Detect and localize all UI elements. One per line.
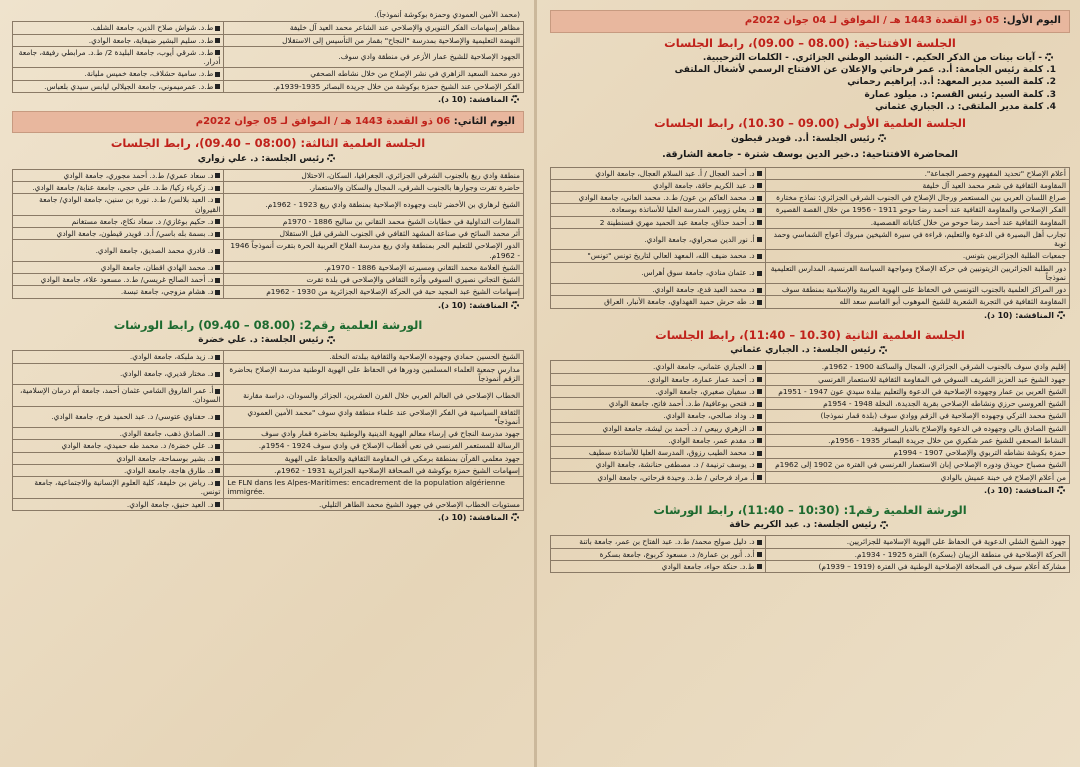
speaker-cell: أ. نور الدين صحراوي، جامعة الوادي. (551, 228, 766, 250)
table-row (13, 286, 524, 298)
speaker-cell: د. سعاد عمري/ ط.د. أحمد مجوري، جامعة الوادي (13, 169, 224, 181)
speaker-cell: أ. عمر الفاروق الشامي عثمان أحمد، جامعة أم درمان الإسلامية، السودان. (13, 385, 224, 407)
table-row (551, 361, 1070, 373)
speaker-cell: د. محمد ضيف الله، المعهد العالي لتاريخ تونس "تونس" (551, 250, 766, 262)
topic-cell: من أعلام الإصلاح في خبنة عميش بالوادي (765, 471, 1069, 483)
speaker-cell: د. الصادق ذهب، جامعة الوادي. (13, 428, 224, 440)
table-row (551, 447, 1070, 459)
speaker-cell: د. العيد حنيق، جامعة الوادي. (13, 498, 224, 510)
bullet-square-icon (215, 232, 220, 237)
day2-column (12, 10, 524, 759)
session3-discussion: المناقشة: (10 د). (12, 299, 524, 315)
session1-discussion: المناقشة: (10 د). (550, 309, 1070, 325)
speaker-cell: د. يوسف ترنيمة / د. مصطفى حنانشة، جامعة الوادي (551, 459, 766, 471)
table-row (13, 363, 524, 385)
speaker-cell: د. مقدم عمر، جامعة الوادي. (551, 434, 766, 446)
bullet-square-icon (215, 265, 220, 270)
bullet-square-icon (215, 432, 220, 437)
bullet-square-icon (215, 50, 220, 55)
bullet-square-icon (215, 84, 220, 89)
gear-icon (327, 336, 335, 344)
bullet-square-icon (757, 208, 762, 213)
table-row (551, 385, 1070, 397)
table-row (551, 560, 1070, 572)
gear-icon (511, 513, 519, 521)
workshop1-table (550, 535, 1070, 573)
session2-table (550, 360, 1070, 484)
table-row (13, 194, 524, 216)
topic-cell: النهضة التعليمية والإصلاحية بمدرسة "النجاح" بقمار من التأسيس إلى الاستقلال (224, 34, 524, 46)
table-row (13, 228, 524, 240)
bullet-square-icon (757, 377, 762, 382)
table-row (551, 548, 1070, 560)
opening-item: 3. كلمة السيد رئيس القسم: د. ميلود عمارة (864, 89, 1056, 100)
topic-cell: الشيخ التجاني نصيري السوفي وأثره الثقافي والإصلاحي في بلدة تقرت (224, 274, 524, 286)
opening-program (550, 53, 1070, 113)
bullet-square-icon (215, 249, 220, 254)
workshop2-title[interactable]: الورشة العلمية رقم2: (08.00 – 09.40) رابط الورشات (113, 317, 423, 332)
topic-cell: إسهامات الشيخ عبد المجيد حبة في الحركة الإصلاحية الجزائرية من 1930 - 1962م (224, 286, 524, 298)
topic-cell: المقارات التداولية في خطابات الشيخ محمد التقاني بن ساليح 1886 - 1970م (224, 215, 524, 227)
gear-icon (878, 134, 886, 142)
gear-icon (327, 154, 335, 162)
gear-icon (1057, 311, 1065, 319)
table-row (551, 398, 1070, 410)
gear-icon (879, 346, 887, 354)
bullet-square-icon (757, 438, 762, 443)
table-row (551, 204, 1070, 216)
table-row (13, 34, 524, 46)
speaker-cell: د. العيد بلالس/ ط.د. نورة بن سنين، جامعة الوادي/ جامعة القيروان (13, 194, 224, 216)
topic-cell: صراع اللسان العربي بين المستعمر ورجال الإصلاح في الجنوب الشرقي الجزائري: نماذج مختارة (765, 192, 1069, 204)
topic-cell: إسهامات الشيخ حمزة بوكوشة في الصحافة الإصلاحية الجزائرية 1931 - 1962م. (224, 464, 524, 476)
session1-title[interactable]: الجلسة العلمية الأولى (09.00 – 10.30)، رابط الجلسات (654, 116, 966, 131)
session1-chair: رئيس الجلسة: أ.د. قويدر قيطون (550, 134, 1070, 145)
table-row (13, 477, 524, 499)
speaker-cell: ط.د. شواش صلاح الدين، جامعة الشلف. (13, 22, 224, 34)
bullet-square-icon (215, 468, 220, 473)
topic-cell: الثقافة السياسية في الفكر الإصلاحي عند علماء منطقة وادي سوف "محمد الأمين العمودي أنموذجاً" (224, 406, 524, 428)
topic-cell: مظاهر إسهامات الفكر التنويري والإصلاحي عند الشاعر محمد العيد آل خليفة (224, 22, 524, 34)
speaker-cell: د. أحمد حذاق، جامعة عبد الحميد مهري قسنطينة 2 (551, 216, 766, 228)
gear-icon (511, 301, 519, 309)
day1-header-date: 05 ذو القعدة 1443 هـ / الموافق لـ 04 جوان 2022م (744, 15, 1000, 26)
session2-discussion: المناقشة: (10 د). (550, 484, 1070, 500)
table-row (13, 68, 524, 80)
bullet-square-icon (757, 254, 762, 259)
topic-cell: حاضرة تقرت وجوارها بالجنوب الشرقي، المجال والسكان والاستعمار. (224, 182, 524, 194)
topic-cell: النشاط الصحفي للشيخ عمر شكيري من خلال جريدة البصائر 1935 - 1956م. (765, 434, 1069, 446)
bullet-square-icon (757, 475, 762, 480)
speaker-cell: د. سفيان صغيري، جامعة الوادي. (551, 385, 766, 397)
bullet-square-icon (215, 481, 220, 486)
table-row (13, 22, 524, 34)
topic-cell: المقاومة الثقافية في شعر محمد العيد آل خليفة (765, 179, 1069, 191)
gear-icon (511, 95, 519, 103)
bullet-square-icon (215, 278, 220, 283)
table-row (13, 80, 524, 92)
speaker-cell: د. طه حرش حميد الفهداوي، جامعة الأنبار، العراق (551, 296, 766, 308)
bullet-square-icon (757, 237, 762, 242)
speaker-cell: د. أحمد الصالح غريسي/ ط.د. مسعود علاء، جامعة الوادي (13, 274, 224, 286)
topic-cell: الشيخ مصباح حويذق ودوره الإصلاحي إبان الاستعمار الفرنسي في الفترة من 1902 إلى 1962م (765, 459, 1069, 471)
table-row (13, 351, 524, 363)
workshop1-discussion: المناقشة: (10 د). (12, 93, 524, 109)
workshop2-table (12, 350, 524, 511)
opening-session-title[interactable]: الجلسة الافتتاحية: (08.00 – 09.00)، رابط الجلسات (664, 35, 956, 50)
topic-cell: الشيخ محمد التركي وجهوده الإصلاحية في الزقم ووادي سوف (بلدة قمار نموذجا) (765, 410, 1069, 422)
table-row (13, 215, 524, 227)
table-row (551, 228, 1070, 250)
day2-header-date: 06 ذو القعدة 1443 هـ / الموافق لـ 05 جوان 2022م (195, 115, 451, 127)
topic-cell: جهود مدرسة النجاح في إرساء معالم الهوية الدينية والوطنية بحاضرة قمار وادي سوف (224, 428, 524, 440)
topic-cell: المقاومة الثقافية عند أحمد رضا حوحو من خلال كتاباته القصصية. (765, 216, 1069, 228)
opening-program-text: - آيات بينات من الذكر الحكيم. - النشيد الوطني الجزائري. - الكلمات الترحيبية. (702, 52, 1042, 63)
bullet-square-icon (757, 451, 762, 456)
speaker-cell: د. محمد الهادي اقطان، جامعة الوادي (13, 261, 224, 273)
table-row (13, 274, 524, 286)
bullet-square-icon (215, 173, 220, 178)
speaker-cell: د. محمد الطيب رزوق، المدرسة العليا للأساتذة سطيف (551, 447, 766, 459)
topic-cell: المقاومة الثقافية في التجربة الشعرية للشيخ الموهوب أبو القاسم سعد الله (765, 296, 1069, 308)
speaker-cell: د. أحمد عمار عمارة، جامعة الوادي. (551, 373, 766, 385)
table-row (551, 179, 1070, 191)
speaker-cell: د. محمد العيد قدع، جامعة الوادي. (551, 284, 766, 296)
speaker-cell: د. هشام مزوجي، جامعة تبسة. (13, 286, 224, 298)
speaker-cell: ط.د. حنكة حواء، جامعة الوادي (551, 560, 766, 572)
opening-item: 1. كلمة رئيس الجامعة: أ.د. عمر فرحاتي والإعلان عن الافتتاح الرسمي لأشغال الملتقى (674, 65, 1056, 76)
table-row (13, 464, 524, 476)
workshop1-continued-table (12, 21, 524, 93)
speaker-cell: د. أحمد العجال / أ. عبد السلام العجال، جامعة الوادي (551, 167, 766, 179)
topic-cell: إقليم وادي سوف بالجنوب الشرقي الجزائري، المجال والساكنة 1900 - 1962م. (765, 361, 1069, 373)
topic-cell: الفكر الإصلاحي والمقاومة الثقافية عند أحمد رضا حوحو 1911 - 1956 من خلال القصة القصيرة (765, 204, 1069, 216)
workshop2-chair: رئيس الجلسة: د. علي خضرة (12, 335, 524, 346)
day1-header-label: اليوم الأول: (1002, 15, 1061, 26)
speaker-cell: ط.د. شرقي أيوب، جامعة البليدة 2/ ط.د. مرابطي رفيقة، جامعة أدرار. (13, 46, 224, 68)
speaker-cell: د. عثمان منادي، جامعة سوق أهراس. (551, 262, 766, 284)
topic-cell: الشيخ العلامة محمد التقاني ومسيرته الإصلاحية 1886 - 1970م. (224, 261, 524, 273)
bullet-square-icon (215, 415, 220, 420)
day2-header (12, 111, 524, 134)
topic-cell: الحركة الإصلاحية في منطقة الزيبان (بسكرة) الفترة 1925 - 1934م. (765, 548, 1069, 560)
bullet-square-icon (215, 502, 220, 507)
table-row (551, 373, 1070, 385)
day1-column (550, 10, 1070, 759)
topic-cell: الشيخ العربي بن عمار وجهوده الإصلاحية في الدعوة والتعليم ببلدة سيدي عون 1947 - 1951م (765, 385, 1069, 397)
speaker-cell: د. قادري محمد الصديق، جامعة الوادي. (13, 240, 224, 262)
table-row (551, 250, 1070, 262)
topic-cell: أعلام الإصلاح "تحديد المفهوم وحصر الجماعة". (765, 167, 1069, 179)
speaker-cell: د. رياض بن خليفة، كلية العلوم الإنسانية والاجتماعية، جامعة تونس. (13, 477, 224, 499)
bullet-square-icon (215, 456, 220, 461)
day1-header (550, 10, 1070, 33)
table-row (13, 498, 524, 510)
bullet-square-icon (757, 540, 762, 545)
gear-icon (880, 521, 888, 529)
bullet-square-icon (757, 300, 762, 305)
topic-cell: الجهود الإصلاحية للشيخ عمار الأزعر في منطقة وادي سوف. (224, 46, 524, 68)
bullet-square-icon (215, 198, 220, 203)
bullet-square-icon (757, 288, 762, 293)
speaker-cell: د. زيد ملبكة، جامعة الوادي. (13, 351, 224, 363)
topic-cell: مشاركة أعلام سوف في الصحافة الإصلاحية الوطنية في الفترة (1919 – 1939م) (765, 560, 1069, 572)
speaker-cell: ط.د. سليم البشير ضيفاية، جامعة الوادي. (13, 34, 224, 46)
topic-cell: الدور الإصلاحي للتعليم الحر بمنطقة وادي ريغ مدرسة الفلاح العربية الحرة بتقرت أنموذجاً 1946 - 1962م. (224, 240, 524, 262)
speaker-cell: د. حكيم بوغازي/ د. سعاد نكاع، جامعة مستغانم (13, 215, 224, 227)
speaker-cell: د. علي خضرة/ د. محمد طه حميدي، جامعة الوادي (13, 440, 224, 452)
topic-cell: دور المراكز العلمية بالجنوب التونسي في الحفاظ على الهوية العربية والإسلامية بمنطقة سوف (765, 284, 1069, 296)
session2-title[interactable]: الجلسة العلمية الثانية (10.30 – 11:40)، رابط الجلسات (655, 327, 965, 342)
topic-cell: الشيخ العروسي حرزي ونشاطه الإصلاحي بقرية الجديدة، النخلة 1948 - 1954م (765, 398, 1069, 410)
topic-cell: الشيخ الصادق بالي وجهوده في الدعوة والإصلاح بالديار السوفية. (765, 422, 1069, 434)
topic-cell: جمعيات الطلبة الجزائريين بتونس. (765, 250, 1069, 262)
table-row (551, 471, 1070, 483)
speaker-cell: د. بسمة بله باسي/ أ.د. قويدر قيطون، جامعة الوادي (13, 228, 224, 240)
page-fold (534, 0, 537, 767)
speaker-cell: د. الجباري عثماني، جامعة الوادي. (551, 361, 766, 373)
table-row (551, 167, 1070, 179)
table-row (13, 428, 524, 440)
speaker-cell: د. وداد صالحي، جامعة الوادي. (551, 410, 766, 422)
topic-cell: جهود معلمي القرآن بمنطقة برمكي في المقاومة الثقافية والحفاظ على الهوية (224, 452, 524, 464)
table-row (551, 422, 1070, 434)
topic-cell: مستويات الخطاب الإصلاحي في جهود الشيخ محمد الطاهر التليلي. (224, 498, 524, 510)
topic-cell: الشيخ الحسين حمادي وجهوده الإصلاحية والثقافية ببلدته النخلة. (224, 351, 524, 363)
workshop2-discussion: المناقشة: (10 د). (12, 511, 524, 527)
table-row (551, 536, 1070, 548)
topic-cell: Le FLN dans les Alpes-Maritimes: encadrement de la population algérienne immigrée. (224, 477, 524, 499)
workshop1-chair: رئيس الجلسة: د. عبد الكريم حاقة (550, 520, 1070, 531)
topic-cell: الشيخ لرهاري بن الأخضر ثابت وجهوده الإصلاحية بمنطقة وادي ريغ 1923 - 1962م. (224, 194, 524, 216)
table-row (13, 169, 524, 181)
bullet-square-icon (757, 463, 762, 468)
speaker-cell: أ. مراد فرحاتي / ط.د. وحيدة فرحاتي، جامعة الوادي (551, 471, 766, 483)
topic-cell: جهود الشيخ عبد العزيز الشريف السوفي في المقاومة الثقافية للاستعمار الفرنسي (765, 373, 1069, 385)
opening-item: 2. كلمة السيد مدير المعهد: أ.د. إبراهيم رحماني (847, 77, 1056, 88)
session2-chair: رئيس الجلسة: د. الجباري عثماني (550, 345, 1070, 356)
gear-icon (1045, 53, 1053, 61)
bullet-square-icon (757, 183, 762, 188)
bullet-square-icon (757, 402, 762, 407)
table-row (551, 192, 1070, 204)
bullet-square-icon (215, 72, 220, 77)
speaker-cell: د. عبد الكريم حاقة، جامعة الوادي (551, 179, 766, 191)
topic-cell: تجارب أهل البصيرة في الدعوة والتعليم، قراءة في سيرة الشيخين مبروك أعواج الشماسي وحمد توبة (765, 228, 1069, 250)
speaker-cell: د. طارق هاجة، جامعة الوادي. (13, 464, 224, 476)
speaker-cell: د. زكرياء زكيا/ ط.د. علي حجي، جامعة عنابة/ جامعة الوادي. (13, 182, 224, 194)
session3-chair: رئيس الجلسة: د. علي زواري (12, 154, 524, 165)
bullet-square-icon (215, 355, 220, 360)
topic-cell: أثر محمد السائح في صناعة المشهد الثقافي في الجنوب الشرقي قبل الاستقلال (224, 228, 524, 240)
bullet-square-icon (215, 444, 220, 449)
table-row (13, 240, 524, 262)
topic-cell: منطقة وادي ريغ بالجنوب الشرقي الجزائري، الجغرافيا، السكان، الاحتلال (224, 169, 524, 181)
table-row (13, 440, 524, 452)
speaker-cell: د. حفناوي عتوسي/ د. عبد الحميد فرج، جامعة الوادي. (13, 406, 224, 428)
table-row (551, 459, 1070, 471)
table-row (13, 452, 524, 464)
bullet-square-icon (757, 171, 762, 176)
bullet-square-icon (757, 552, 762, 557)
table-row (13, 385, 524, 407)
bullet-square-icon (757, 271, 762, 276)
table-row (551, 296, 1070, 308)
speaker-cell: د. محمد العاكم بن عون/ ط.د. محمد العاني، جامعة الوادي (551, 192, 766, 204)
session3-title[interactable]: الجلسة العلمية الثالثة: (08:00 – 09.40)، رابط الجلسات (110, 136, 426, 151)
speaker-cell: د. دليل صولح محمد/ ط.د. عبد الفتاح بن عمر، جامعة باتنة (551, 536, 766, 548)
topic-cell: مدارس جمعية العلماء المسلمين ودورها في الحفاظ على الهوية الوطنية مدرسة الإصلاح بحاضرة الزقم أنموذجاً (224, 363, 524, 385)
bullet-square-icon (215, 219, 220, 224)
continued-text: (محمد الأمين العمودي وحمزة بوكوشة أنموذجاً). (374, 10, 520, 19)
speaker-cell: د. بشير بوسماحة، جامعة الوادي (13, 452, 224, 464)
speaker-cell: د. يعلي زوبير، المدرسة العليا للأساتذة بوسعادة. (551, 204, 766, 216)
bullet-square-icon (215, 389, 220, 394)
topic-cell: حمزة بكوشة نشاطه التربوي والإصلاحي 1907 - 1994م (765, 447, 1069, 459)
table-row (551, 262, 1070, 284)
bullet-square-icon (757, 365, 762, 370)
table-row (13, 261, 524, 273)
session3-table (12, 169, 524, 299)
table-row (13, 406, 524, 428)
workshop1-title[interactable]: الورشة العلمية رقم1: (10:30 – 11:40)، رابط الورشات (653, 502, 967, 517)
bullet-square-icon (757, 196, 762, 201)
topic-cell: دور الطلبة الجزائريين الزيتونيين في حركة الإصلاح ومواجهة السياسة الفرنسية، المدارس التعليمية نموذجاً (765, 262, 1069, 284)
speaker-cell: ط.د. سامية حشلاف، جامعة خميس مليانة. (13, 68, 224, 80)
topic-cell: الفكر الإصلاحي عند الشيخ حمزة بوكوشة من خلال جريدة البصائر 1935-1939م. (224, 80, 524, 92)
bullet-square-icon (757, 414, 762, 419)
table-row (551, 410, 1070, 422)
opening-lecture: المحاضرة الافتتاحية: د.خير الدين بوسف شترة - جامعة الشارقة. (662, 148, 958, 160)
speaker-cell: أ.د. أنور بن عمارة/ د. مسعود كربوع، جامعة بسكرة (551, 548, 766, 560)
speaker-cell: ط.د. عمرميموني، جامعة الجيلالي ليابس سيدي بلعباس. (13, 80, 224, 92)
bullet-square-icon (757, 389, 762, 394)
day2-header-label: اليوم الثاني: (453, 115, 515, 127)
table-row (551, 284, 1070, 296)
opening-item: 4. كلمة مدير الملتقى: د. الجباري عثماني (875, 101, 1056, 112)
topic-cell: الخطاب الإصلاحي في العالم العربي خلال القرن العشرين، الجزائر والسودان، دراسة مقارنة (224, 385, 524, 407)
table-row (551, 434, 1070, 446)
speaker-cell: د. فتحي بوعافية/ ط.د. أحمد فاتح، جامعة الوادي (551, 398, 766, 410)
speaker-cell: د. الزهري ربيعي / د. أحمد بن ليشة، جامعة الوادي (551, 422, 766, 434)
bullet-square-icon (757, 426, 762, 431)
bullet-square-icon (757, 564, 762, 569)
gear-icon (1057, 486, 1065, 494)
session1-table (550, 167, 1070, 309)
table-row (13, 182, 524, 194)
bullet-square-icon (215, 372, 220, 377)
topic-cell: دور محمد السعيد الزاهري في نشر الإصلاح من خلال نشاطه الصحفي (224, 68, 524, 80)
bullet-square-icon (215, 26, 220, 31)
table-row (13, 46, 524, 68)
bullet-square-icon (215, 38, 220, 43)
bullet-square-icon (215, 186, 220, 191)
bullet-square-icon (757, 220, 762, 225)
speaker-cell: د. مختار قديري، جامعة الوادي. (13, 363, 224, 385)
topic-cell: الرسالة للمستعمر الفرنسي في نعي أقطاب الإصلاح في وادي سوف 1924 - 1954م. (224, 440, 524, 452)
bullet-square-icon (215, 290, 220, 295)
topic-cell: جهود الشيخ الشلي الدعوية في الحفاظ على الهوية الإسلامية للجزائريين. (765, 536, 1069, 548)
table-row (551, 216, 1070, 228)
